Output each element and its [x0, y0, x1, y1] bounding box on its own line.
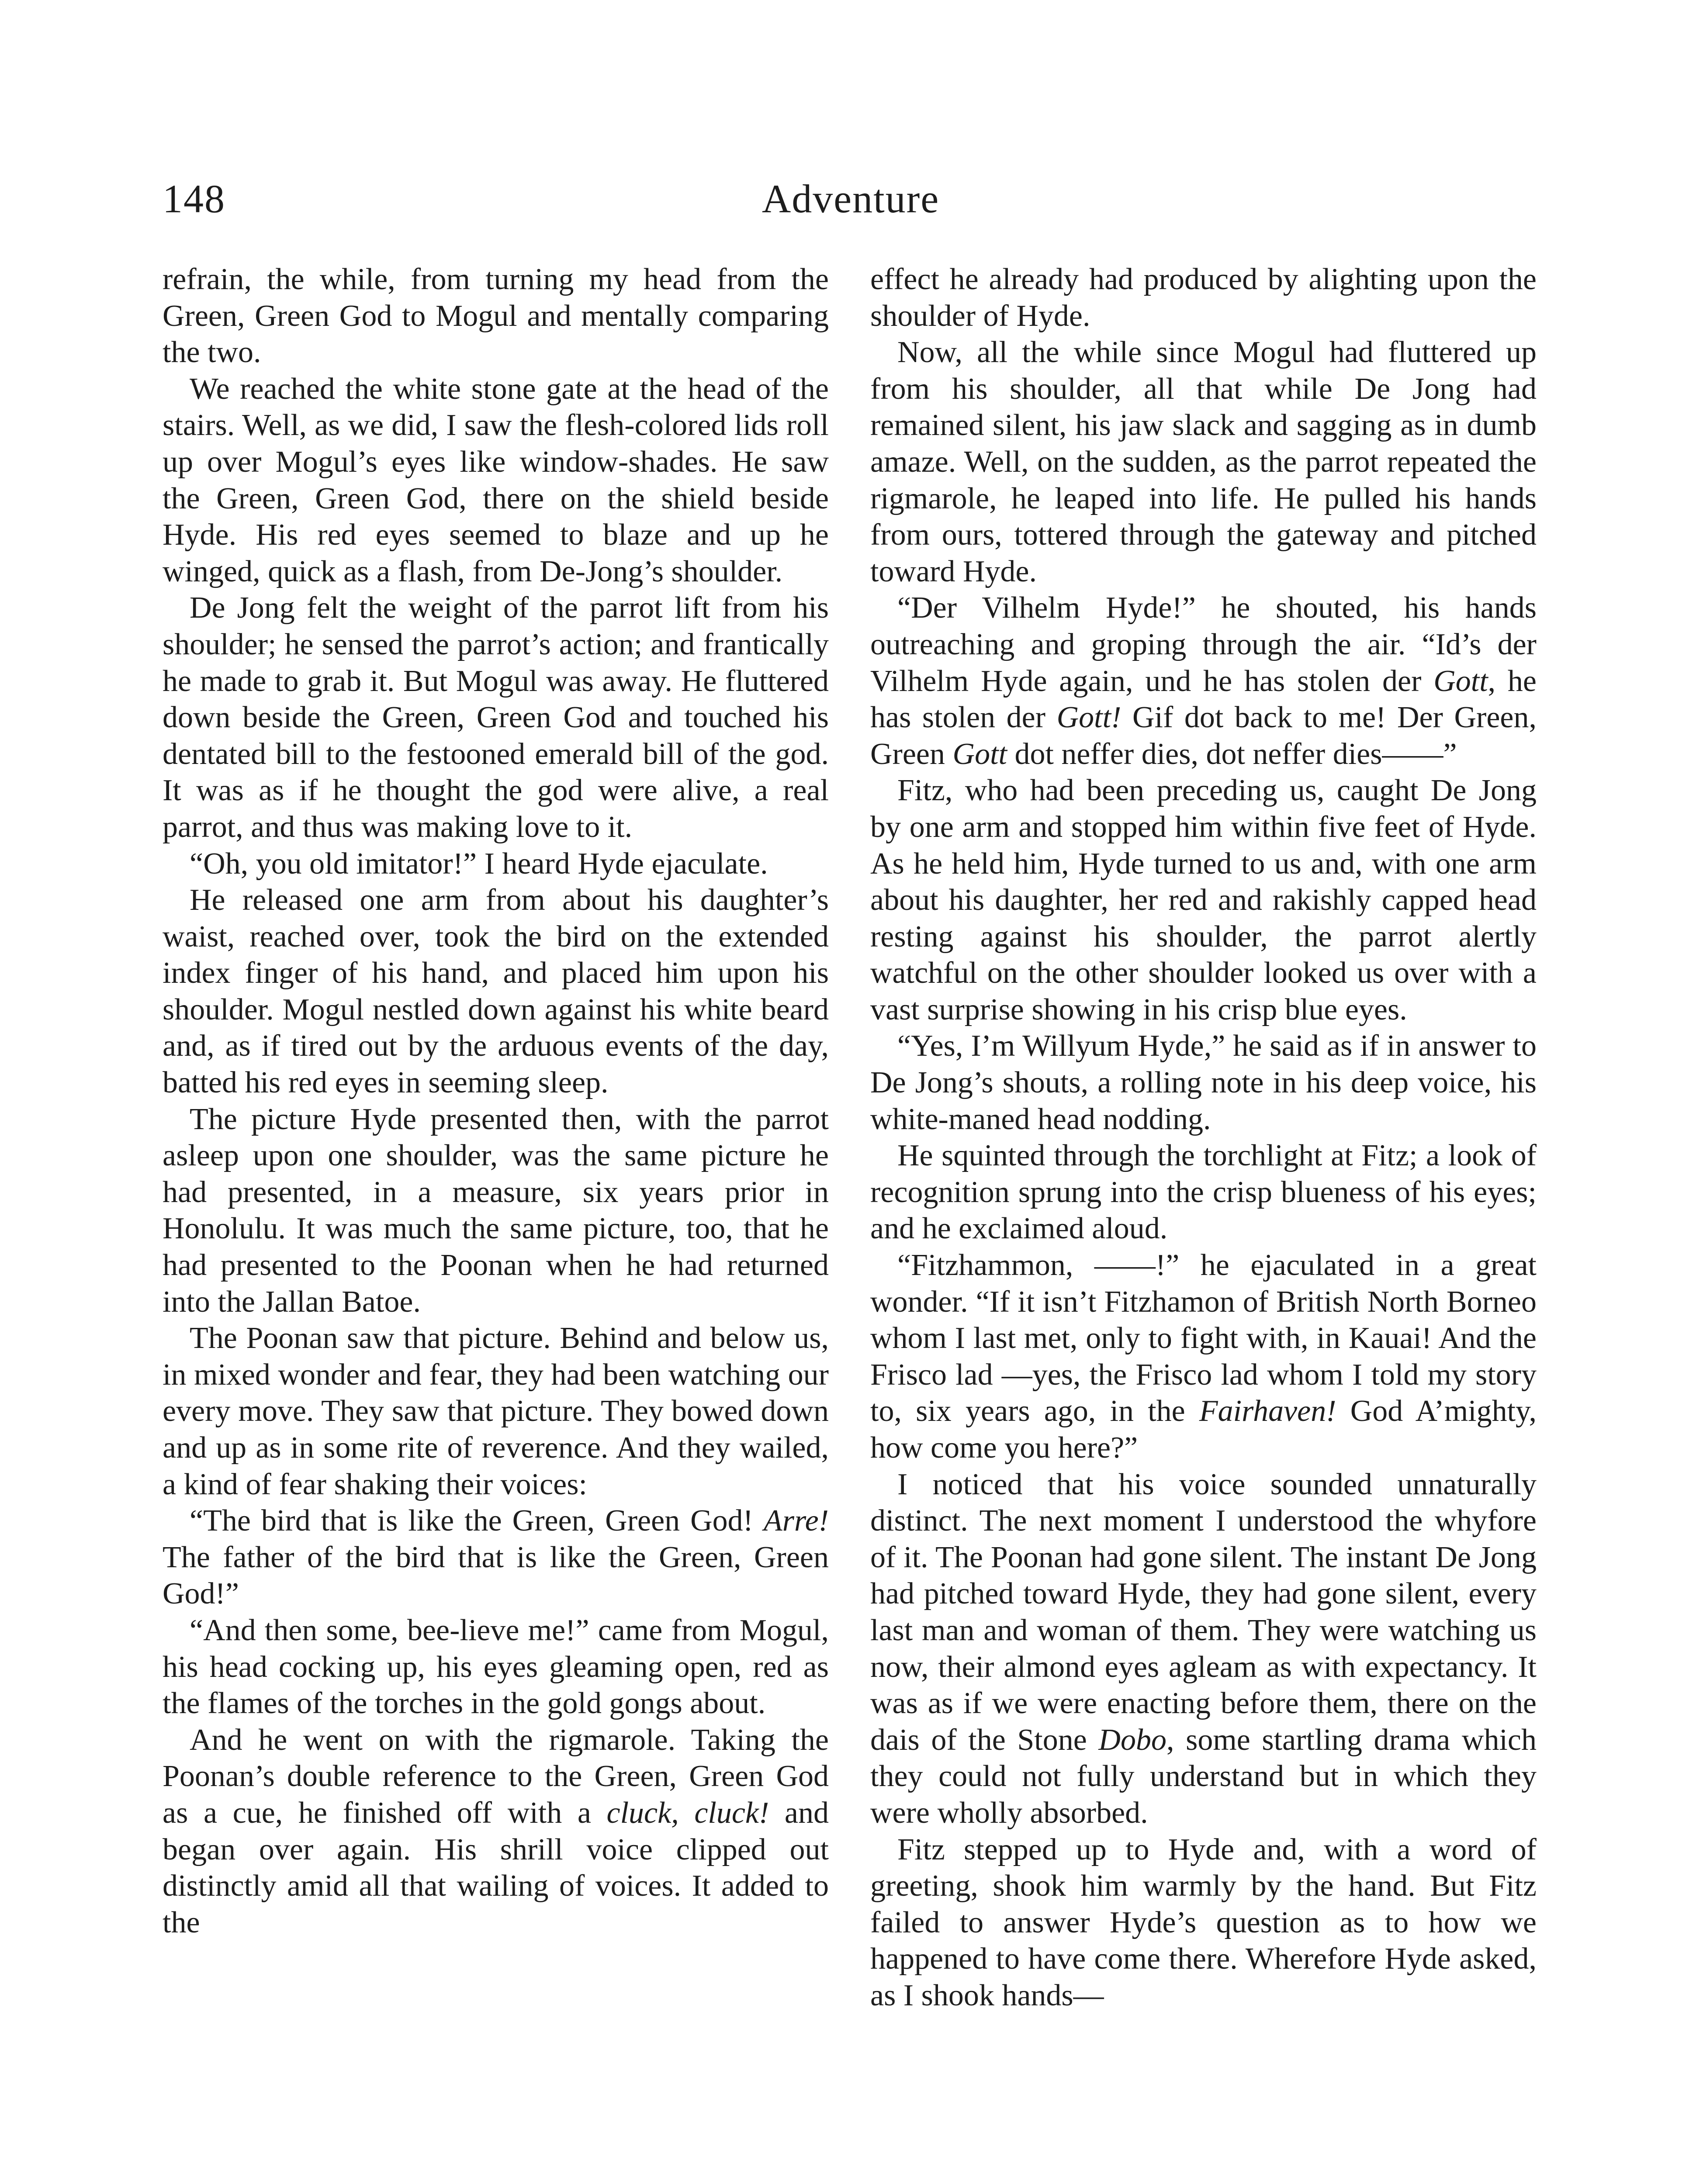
- paragraph: The picture Hyde presented then, with the parrot asleep upon one shoulder, was the same picture he had presented, in a measure, six years prior in Honolulu. It was much the same picture, too, that he had presented to the Poonan when he had returned into the Jallan Batoe.: [163, 1102, 829, 1319]
- paragraph: He released one arm from about his daughter’s waist, reached over, took the bird on the extended index finger of his hand, and placed him upon his shoulder. Mogul nestled down against his white beard and, as if tired out by the arduous events of the day, batted his red eyes in seeming sleep.: [163, 883, 829, 1100]
- paragraph: “Oh, you old imitator!” I heard Hyde ejaculate.: [190, 847, 768, 881]
- running-title: Adventure: [761, 176, 940, 221]
- right-text-column: [870, 261, 1537, 2014]
- paragraph: I noticed that his voice sounded unnaturally distinct. The next moment I understood the whyfore of it. The Poonan had gone silent. The instant De Jong had pitched toward Hyde, they had gone silent, every last man and woman of them. They were watching us now, their almond eyes agleam as with expectancy. It was as if we were enacting before them, there on the dais of the Stone Dobo, some startling drama which they could not fully understand but in which they were wholly absorbed.: [870, 1467, 1537, 1830]
- paragraph: He squinted through the torchlight at Fitz; a look of recognition sprung into the crisp blueness of his eyes; and he exclaimed aloud.: [870, 1139, 1537, 1246]
- paragraph: And he went on with the rigmarole. Taking the Poonan’s double reference to the Green, Green God as a cue, he finished off with a cluck, cluck! and began over again. His shrill voice clipped out distinctly amid all that wailing of voices. It added to the: [163, 1723, 829, 1939]
- paragraph: We reached the white stone gate at the head of the stairs. Well, as we did, I saw the flesh-colored lids roll up over Mogul’s eyes like window-shades. He saw the Green, Green God, there on the shield beside Hyde. His red eyes seemed to blaze and up he winged, quick as a flash, from De-Jong’s shoulder.: [163, 372, 829, 588]
- paragraph: “Fitzhammon, ——!” he ejaculated in a great wonder. “If it isn’t Fitzhamon of British North Borneo whom I last met, only to fight with, in Kauai! And the Frisco lad —yes, the Frisco lad whom I told my story to, six years ago, in the Fairhaven! God A’mighty, how come you here?”: [870, 1248, 1537, 1465]
- paragraph: “And then some, bee-lieve me!” came from Mogul, his head cocking up, his eyes gleaming open, red as the flames of the torches in the gold gongs about.: [163, 1613, 829, 1721]
- paragraph: “Yes, I’m Willyum Hyde,” he said as if in answer to De Jong’s shouts, a rolling note in his deep voice, his white-maned head nodding.: [870, 1029, 1537, 1136]
- paragraph: Fitz stepped up to Hyde and, with a word of greeting, shook him warmly by the hand. But Fitz failed to answer Hyde’s question as to how we happened to have come there. Wherefore Hyde asked, as I shook hands—: [870, 1832, 1537, 2012]
- paragraph: Now, all the while since Mogul had fluttered up from his shoulder, all that while De Jong had remained silent, his jaw slack and sagging as in dumb amaze. Well, on the sudden, as the parrot repeated the rigmarole, he leaped into life. He pulled his hands from ours, tottered through the gateway and pitched toward Hyde.: [870, 335, 1537, 588]
- paragraph: De Jong felt the weight of the parrot lift from his shoulder; he sensed the parrot’s action; and frantically he made to grab it. But Mogul was away. He fluttered down beside the Green, Green God and touched his dentated bill to the festooned emerald bill of the god. It was as if he thought the god were alive, a real parrot, and thus was making love to it.: [163, 591, 829, 844]
- paragraph: “The bird that is like the Green, Green God! Arre! The father of the bird that is like the Green, Green God!”: [163, 1504, 829, 1611]
- paragraph: “Der Vilhelm Hyde!” he shouted, his hands outreaching and groping through the air. “Id’s der Vilhelm Hyde again, und he has stolen der Gott, he has stolen der Gott! Gif dot back to me! Der Green, Green Gott dot neffer dies, dot neffer dies——”: [870, 591, 1537, 771]
- paragraph: Fitz, who had been preceding us, caught De Jong by one arm and stopped him within five feet of Hyde. As he held him, Hyde turned to us and, with one arm about his daughter, her red and rakishly capped head resting against his shoulder, the parrot alertly watchful on the other shoulder looked us over with a vast surprise showing in his crisp blue eyes.: [870, 774, 1537, 1026]
- paragraph: The Poonan saw that picture. Behind and below us, in mixed wonder and fear, they had been watching our every move. They saw that picture. They bowed down and up as in some rite of reverence. And they wailed, a kind of fear shaking their voices:: [163, 1321, 829, 1501]
- paragraph: refrain, the while, from turning my head from the Green, Green God to Mogul and mentally comparing the two.: [163, 263, 829, 370]
- left-text-column: [163, 261, 829, 1941]
- page-number: 148: [163, 176, 225, 221]
- paragraph: effect he already had produced by alighting upon the shoulder of Hyde.: [870, 263, 1537, 333]
- page-header: [163, 168, 1539, 229]
